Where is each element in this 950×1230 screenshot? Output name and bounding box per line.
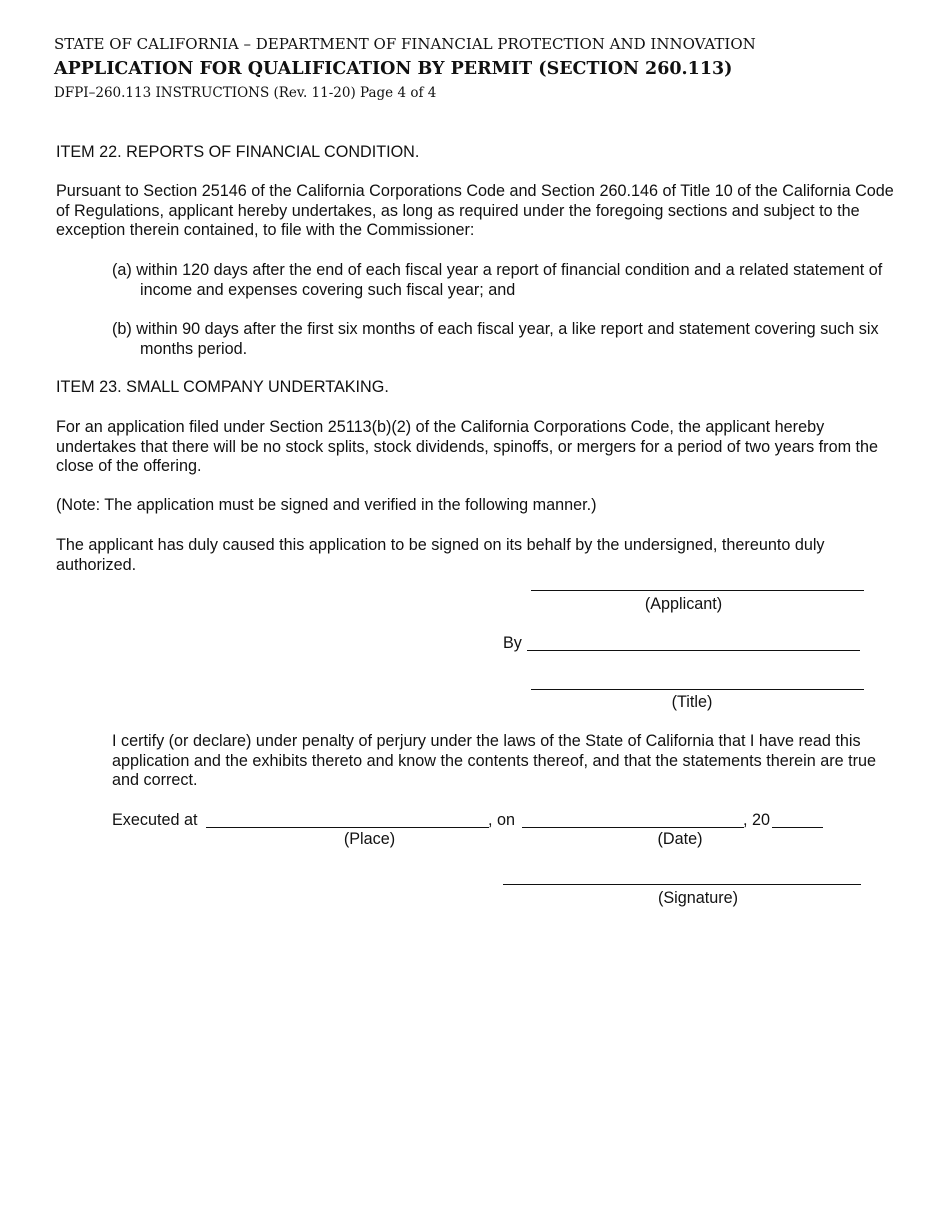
- year-line[interactable]: [772, 827, 823, 828]
- title-label: (Title): [671, 693, 713, 711]
- place-line[interactable]: [206, 827, 489, 828]
- signature-line[interactable]: [503, 884, 861, 885]
- signing-note: (Note: The application must be signed and verified in the following manner.): [56, 496, 597, 514]
- executed-prefix: Executed at: [112, 811, 198, 829]
- item22-body: Pursuant to Section 25146 of the California Corporations Code and Section 260.146 of Title 10 of the California Code of Regulations, applicant hereby undertakes, as long as required under the foregoing sections and subject to the exception therein contained, to file with the Commissioner:: [56, 182, 894, 240]
- place-label: (Place): [343, 830, 396, 848]
- by-label: By: [503, 634, 522, 652]
- form-info: DFPI–260.113 INSTRUCTIONS (Rev. 11-20) Page 4 of 4: [54, 85, 437, 101]
- applicant-signature-line[interactable]: [531, 590, 864, 591]
- applicant-label: (Applicant): [644, 595, 723, 613]
- title-line[interactable]: [531, 689, 864, 690]
- item23-heading: ITEM 23. SMALL COMPANY UNDERTAKING.: [56, 378, 389, 396]
- item22-heading: ITEM 22. REPORTS OF FINANCIAL CONDITION.: [56, 143, 420, 161]
- date-line[interactable]: [522, 827, 744, 828]
- signature-label: (Signature): [657, 889, 739, 907]
- form-title: APPLICATION FOR QUALIFICATION BY PERMIT (SECTION 260.113): [54, 59, 733, 79]
- date-label: (Date): [657, 830, 703, 848]
- by-signature-line[interactable]: [527, 650, 860, 651]
- agency-header: STATE OF CALIFORNIA – DEPARTMENT OF FINANCIAL PROTECTION AND INNOVATION: [54, 35, 756, 53]
- item22-clause-a: (a) within 120 days after the end of each fiscal year a report of financial condition and a related statement of income and expenses covering such fiscal year; and: [112, 261, 883, 299]
- certification-text: I certify (or declare) under penalty of perjury under the laws of the State of California that I have read this application and the exhibits thereto and know the contents thereof, and that the statements therein are true and correct.: [112, 732, 877, 790]
- item22-clause-b: (b) within 90 days after the first six months of each fiscal year, a like report and statement covering such six months period.: [112, 320, 879, 358]
- executed-year-prefix: , 20: [743, 811, 771, 829]
- item23-body: For an application filed under Section 25113(b)(2) of the California Corporations Code, the applicant hereby undertakes that there will be no stock splits, stock dividends, spinoffs, or mergers for a period of two years from the close of the offering.: [56, 418, 879, 476]
- applicant-statement: The applicant has duly caused this application to be signed on its behalf by the undersigned, thereunto duly authorized.: [56, 536, 825, 574]
- executed-on: , on: [488, 811, 516, 829]
